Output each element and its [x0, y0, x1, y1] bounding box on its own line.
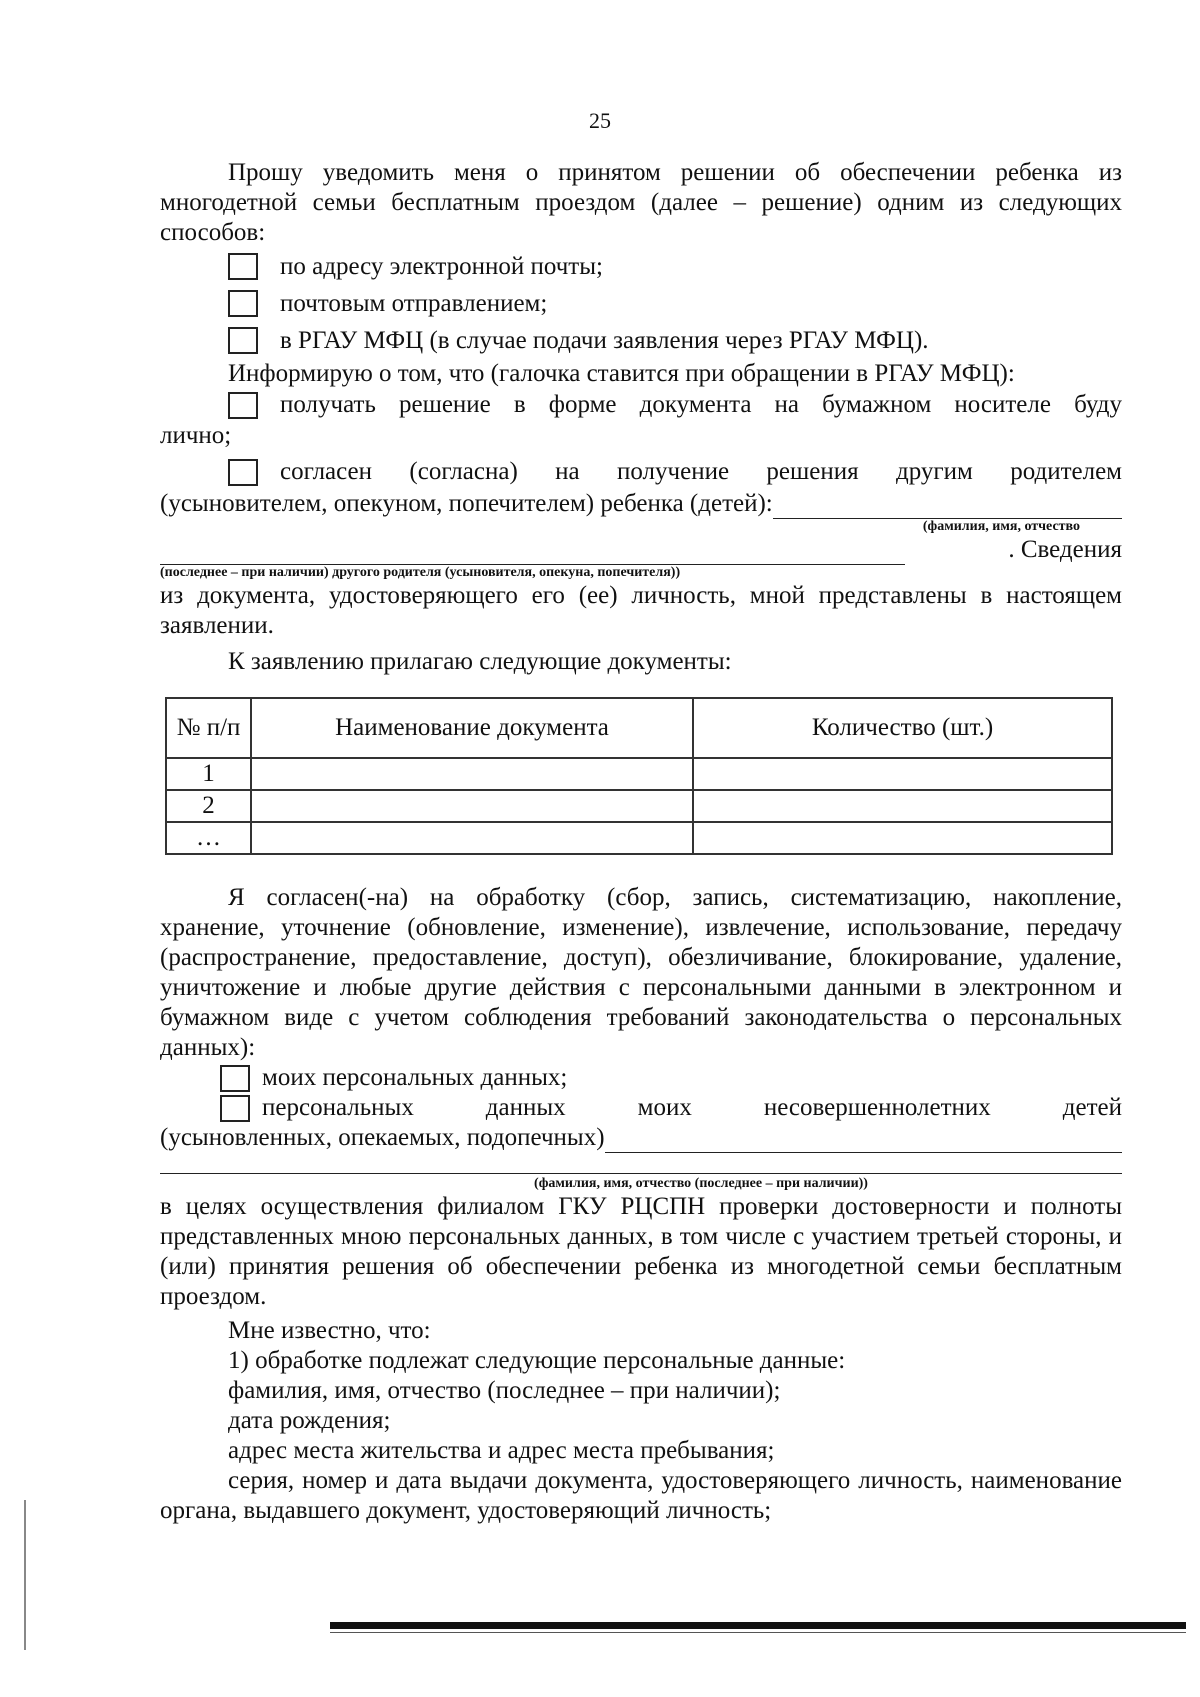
documents-table [165, 697, 1113, 855]
inform-option-personal-cont: лично; [160, 422, 232, 449]
known-intro: Мне известно, что: [228, 1317, 431, 1344]
col-quantity: Количество (шт.) [693, 698, 1112, 758]
notify-option-post[interactable]: почтовым отправлением; [160, 285, 1122, 322]
checkbox[interactable] [228, 327, 258, 354]
caption-other-parent: (последнее – при наличии) другого родителя (усыновителя, опекуна, попечителя)) [160, 565, 681, 580]
inform-continued: из документа, удостоверяющего его (ее) личность, мной представлены в настоящем заявлении. [160, 582, 1122, 639]
notify-option-email[interactable]: по адресу электронной почты; [160, 248, 1122, 285]
consent-option-children-cont: (усыновленных, опекаемых, подопечных) [160, 1124, 605, 1151]
checkbox[interactable] [228, 459, 258, 486]
other-parent-name-field[interactable] [773, 494, 1122, 519]
inform-option-personal[interactable]: получать решение в форме документа на бумажном носителе буду [160, 389, 1122, 421]
table-row[interactable]: 1 [166, 758, 1112, 790]
other-parent-name-field-cont[interactable] [160, 540, 905, 565]
known-item1: 1) обработке подлежат следующие персональные данные: [228, 1347, 846, 1374]
notify-intro: Прошу уведомить меня о принятом решении об обеспечении ребенка из многодетной семьи бесплатным проездом (далее – решение) одним из следующих способов: [160, 159, 1122, 246]
notify-option-mfc[interactable]: в РГАУ МФЦ (в случае подачи заявления через РГАУ МФЦ). [160, 322, 1122, 359]
known-field: адрес места жительства и адрес места пребывания; [228, 1437, 775, 1464]
col-doc-name: Наименование документа [251, 698, 693, 758]
table-row[interactable]: 2 [166, 790, 1112, 822]
known-field: дата рождения; [228, 1407, 391, 1434]
consent-option-mine[interactable]: моих персональных данных; [160, 1063, 1122, 1093]
svedeniya-text: . Сведения [1008, 536, 1122, 563]
known-last: серия, номер и дата выдачи документа, удостоверяющего личность, наименование органа, выдавшего документ, удостоверяющий личность; [160, 1467, 1122, 1524]
inform-intro: Информирую о том, что (галочка ставится при обращении в РГАУ МФЦ): [228, 360, 1015, 387]
checkbox[interactable] [228, 290, 258, 317]
bottom-rule-thin [330, 1632, 1186, 1633]
table-row[interactable]: … [166, 822, 1112, 854]
col-number: № п/п [166, 698, 251, 758]
children-name-field-cont[interactable] [160, 1153, 1122, 1174]
caption-children-fio: (фамилия, имя, отчество (последнее – при наличии)) [534, 1176, 868, 1191]
caption-fio: (фамилия, имя, отчество [922, 519, 1080, 534]
checkbox[interactable] [220, 1095, 250, 1122]
bottom-rule [330, 1622, 1186, 1629]
checkbox[interactable] [220, 1065, 250, 1092]
inform-option-other-parent[interactable]: согласен (согласна) на получение решения другим родителем [160, 455, 1122, 489]
purpose-text: в целях осуществления филиалом ГКУ РЦСПН проверки достоверности и полноты представленных мною персональных данных, в том числе с участием третьей стороны, и (или) принятия решения об обеспечении ребенка из многодетной семьи бесплатным проездом. [160, 1193, 1122, 1310]
document-body [160, 158, 1122, 1526]
children-name-field[interactable] [605, 1128, 1122, 1153]
table-header-row [166, 698, 1112, 758]
checkbox[interactable] [228, 253, 258, 280]
attach-intro: К заявлению прилагаю следующие документы: [228, 648, 732, 675]
page-number: 25 [589, 108, 611, 133]
checkbox[interactable] [228, 392, 258, 419]
inform-option-other-parent-cont: (усыновителем, опекуном, попечителем) ребенка (детей): [160, 490, 773, 517]
known-field: фамилия, имя, отчество (последнее – при наличии); [228, 1377, 781, 1404]
consent-option-children[interactable]: персональных данных моих несовершеннолетних детей [160, 1093, 1122, 1123]
consent-text: Я согласен(-на) на обработку (сбор, запись, систематизацию, накопление, хранение, уточнение (обновление, изменение), извлечение, использование, передачу (распространение, предоставление, доступ), обезличивание, блокирование, удаление, уничтожение и любые другие действия с персональными данными в электронном и бумажном виде с учетом соблюдения требований законодательства о персональных данных): [160, 884, 1122, 1061]
scan-margin-line [24, 1500, 26, 1650]
